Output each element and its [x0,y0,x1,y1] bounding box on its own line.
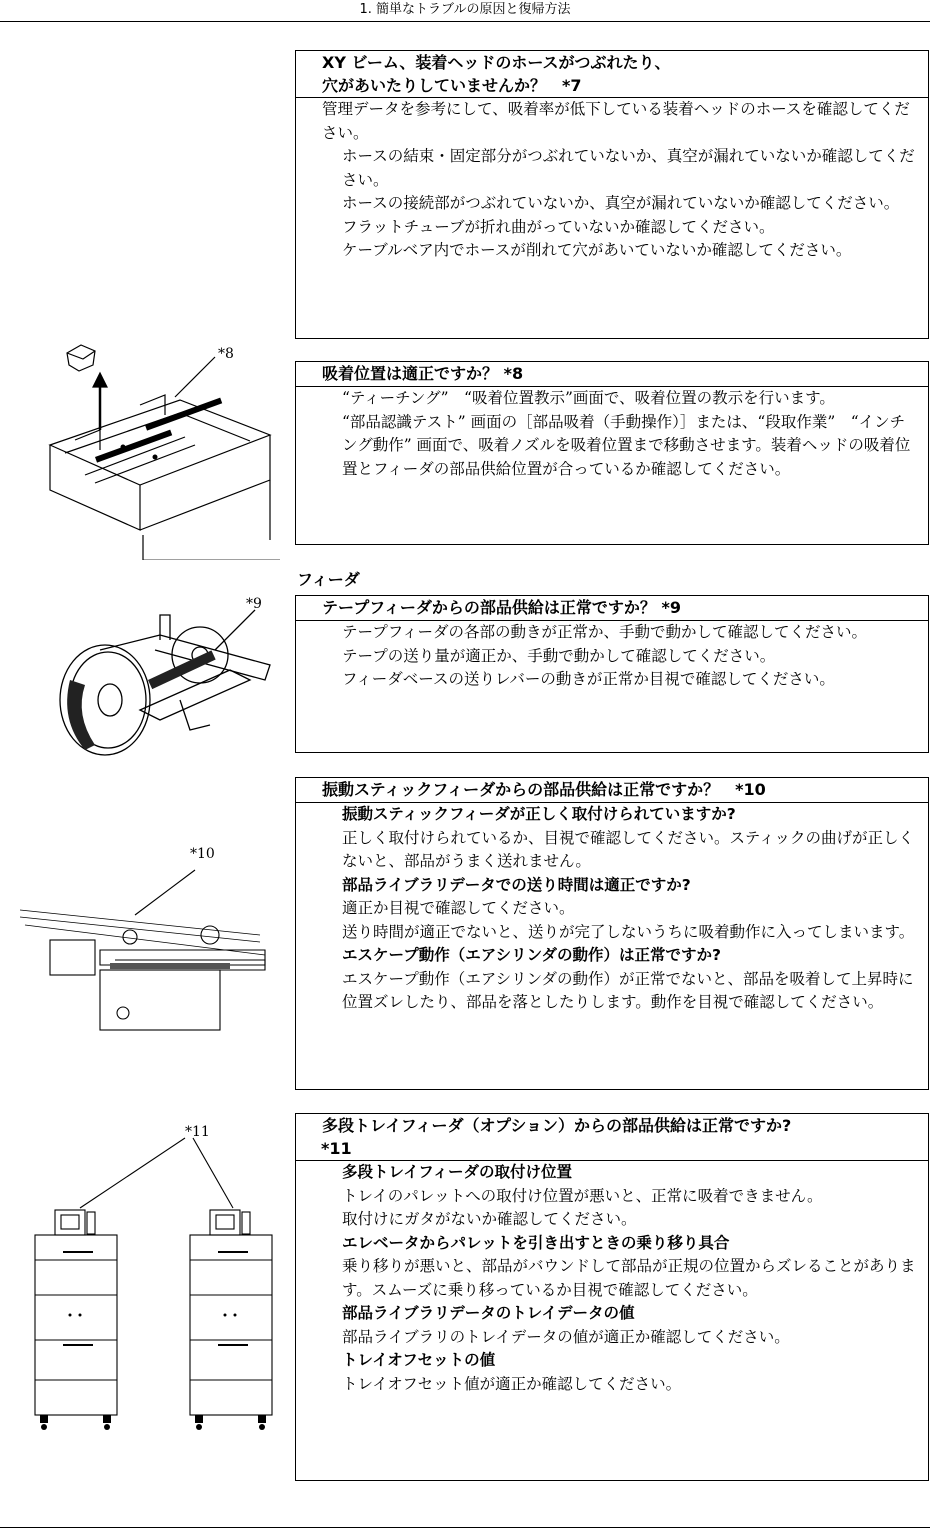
box4-text2a: 適正か目視で確認してください。 [342,899,575,917]
box3-line: テープフィーダの各部の動きが正常か、手動で動かして確認してください。 [342,623,867,641]
callout-9: *9 [246,596,262,612]
box3-question: テープフィーダからの部品供給は正常ですか？ *9 [296,596,928,621]
box4-sub2: 部品ライブラリデータでの送り時間は適正ですか? [342,875,691,894]
box4-sub3: エスケープ動作（エアシリンダの動作）は正常ですか? [342,946,721,964]
box3-line: フィーダベースの送りレバーの動きが正常か目視で確認してください。 [342,670,835,688]
box5-sub2: エレベータからパレットを引き出すときの乗り移り具合 [342,1233,730,1252]
box2-body [296,387,928,483]
box4-text1: 正しく取付けられているか、目視で確認してください。スティックの曲げが正しくないと、部品がうまく送れません。 [342,828,914,870]
head-feeder-illustration [25,335,280,560]
box2-question: 吸着位置は適正ですか？ *8 [296,362,928,387]
box5-text2: 乗り移りが悪いと、部品がバウンドして部品が正規の位置からズレることがあります。スムーズに乗り移っているか目視で確認してください。 [342,1257,916,1299]
box5-text3: 部品ライブラリのトレイデータの値が適正か確認してください。 [342,1327,790,1346]
tape-feeder-illustration [40,600,280,760]
box3-body [296,621,928,694]
box1-line: ホースの結束・固定部分がつぶれていないか、真空が漏れていないか確認してください。 [342,147,915,189]
callout-11: *11 [185,1124,210,1140]
footer-rule [0,1527,930,1528]
box1-line: ホースの接続部がつぶれていないか、真空が漏れていないか確認してください。 [342,194,900,212]
box-pickup-position [295,361,929,545]
box-tape-feeder [295,595,929,753]
box-hose-check [295,50,929,339]
page-header: 1. 簡単なトラブルの原因と復帰方法 [359,2,571,17]
box5-text1a: トレイのパレットへの取付け位置が悪いと、正常に吸着できません。 [342,1186,823,1205]
box1-line: ケーブルベア内でホースが削れて穴があいていないか確認してください。 [342,241,852,259]
box5-question-line1: 多段トレイフィーダ（オプション）からの部品供給は正常ですか? [322,1116,792,1135]
box-stick-feeder [295,777,929,1090]
box5-text1b: 取付けにガタがないか確認してください。 [342,1210,637,1228]
box-tray-feeder [295,1113,929,1481]
section-feeder-label: フィーダ [297,570,360,589]
box4-text2b: 送り時間が適正でないと、送りが完了しないうちに吸着動作に入ってしまいます。 [342,922,915,941]
box3-line: テープの送り量が適正か、手動で動かして確認してください。 [342,646,776,665]
box5-sub3: 部品ライブラリデータのトレイデータの値 [342,1304,635,1322]
box4-text3: エスケープ動作（エアシリンダの動作）が正常でないと、部品を吸着して上昇時に位置ズレしたり、部品を落としたりします。動作を目視で確認してください。 [342,969,914,1011]
box5-sub4: トレイオフセットの値 [342,1351,496,1369]
box2-line: “部品認識テスト” 画面の［部品吸着（手動操作）］または、“段取作業” “インチング動作” 画面で、吸着ノズルを吸着位置まで移動させます。装着ヘッドの吸着位置とフィーダの部品供給位置が合っているか確認してください。 [342,412,911,478]
box5-text4: トレイオフセット値が適正か確認してください。 [342,1374,682,1393]
box4-question: 振動スティックフィーダからの部品供給は正常ですか？ *10 [296,778,928,803]
box5-question [296,1114,928,1161]
box1-line: フラットチューブが折れ曲がっていないか確認してください。 [342,217,775,236]
box5-sub1: 多段トレイフィーダの取付け位置 [342,1163,573,1181]
box4-body [296,803,928,1017]
box2-line: “ティーチング” “吸着位置教示”画面で、吸着位置の教示を行います。 [342,389,835,407]
box5-question-line2: *11 [321,1139,352,1158]
callout-8: *8 [218,346,234,362]
box1-question-line1: XY ビーム、装着ヘッドのホースがつぶれたり、 [322,53,671,72]
callout-10: *10 [190,846,215,862]
header-rule [0,21,930,22]
stick-feeder-illustration [20,865,280,1035]
box1-question-line2: 穴があいたりしていませんか？ *7 [322,76,582,95]
box1-question [296,51,928,98]
tray-feeder-illustration [25,1130,275,1460]
box1-body [296,98,928,265]
box4-sub1: 振動スティックフィーダが正しく取付けられていますか? [342,805,736,823]
box1-line: 管理データを参考にして、吸着率が低下している装着ヘッドのホースを確認してください。 [322,100,910,142]
box5-body [296,1161,928,1398]
